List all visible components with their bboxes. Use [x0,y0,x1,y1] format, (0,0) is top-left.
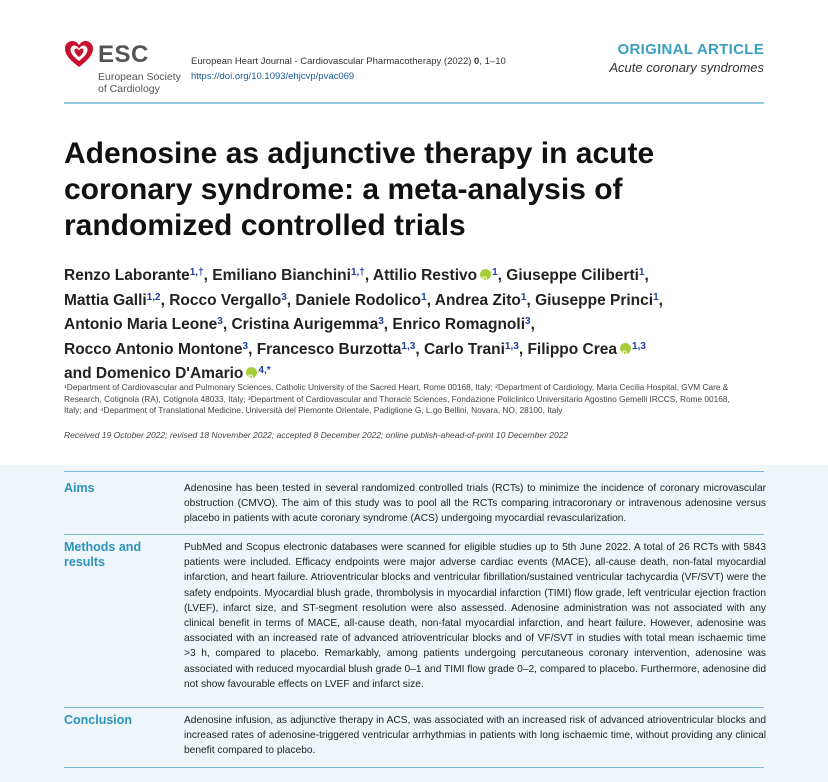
author-name[interactable]: Daniele Rodolico [295,291,422,309]
abstract-methods [64,540,764,705]
title-line: randomized controlled trials [64,209,466,242]
author-affiliation-marker: 3 [281,291,287,303]
methods-label [64,540,174,570]
abstract-divider [64,707,764,708]
author-name[interactable]: Carlo Trani [423,340,505,358]
logo-subtitle-line-1: European Society [98,71,181,83]
author-affiliation-marker: 3 [525,316,531,327]
aims-label: Aims [64,481,95,495]
header-divider [64,102,764,104]
logo-subtitle [98,71,181,95]
journal-name: European Heart Journal - Cardiovascular Pharmacotherapy (2022) [191,56,475,67]
author-affiliation-marker: 3 [378,316,384,327]
author-list [64,262,784,385]
author-line: Rocco Antonio Montone$^3$, Francesco Burzotta$^{1,3}$, Carlo Trani$^{1,3}$, Filippo CreaiD $^{1,3}$ [64,336,784,361]
author-name[interactable]: Renzo Laborante [64,267,190,284]
author-name[interactable]: Mattia Galli [64,291,147,309]
author-name[interactable]: Attilio Restivo [372,267,478,284]
author-name[interactable]: Domenico D'Amario [95,365,244,382]
methods-text: PubMed and Scopus electronic databases were scanned for eligible studies up to 5th June 2022. A total of 26 RCTs with 5843 patients were included. Efficacy endpoints were major adverse cardiac events (MACE), all-cause death, non-fatal myocardial infarction, and heart failure. Atrioventricular blocks and ventricular fibrillation/sustained ventricular tachycardia (VF/SVT) were the safety endpoints. Myocardial blush grade, thrombolysis in myocardial infarction (TIMI) flow grade, left ventricular ejection fraction (LVEF), infarct size, and ST-segment resolution were also assessed. Adenosine administration was not associated with any clinical benefit in terms of MACE, all-cause death, non-fatal myocardial infarction, and heart failure. However, adenosine was associated with an increased rate of advanced atrioventricular blocks and of VF/SVT in studies with total mean ischaemic time >3 h, compared to placebo. Remarkably, among patients undergoing percutaneous coronary intervention, adenosine was associated with reduced myocardial blush grade 0–1 and TIMI flow grade 0–2, compared to placebo. Furthermore, adenosine did not show favourable effects on LVEF and infarct size. [184,542,766,690]
methods-label-line-1: Methods and [64,540,142,554]
logo-subtitle-line-2: of Cardiology [98,83,160,95]
author-conjunction: and [64,365,92,382]
article-category: Acute coronary syndromes [609,60,764,75]
aims-text: Adenosine has been tested in several randomized controlled trials (RCTs) to minimize the incidence of coronary microvascular obstruction (CMVO). The aim of this study was to pool all the RCTs comparing intracoronary or intravenous adenosine versus placebo in patients with acute coronary syndrome (ACS) undergoing myocardial revascularization. [184,483,766,525]
received-dates: Received 19 October 2022; revised 18 November 2022; accepted 8 December 2022; online publish-ahead-of-print 10 December 2022 [64,430,569,440]
author-name[interactable]: Giuseppe Princi [535,291,654,309]
author-name[interactable]: Rocco Antonio Montone [64,340,243,358]
author-affiliation-marker: 4,* [258,365,271,376]
doi-link[interactable]: https://doi.org/10.1093/ehjcvp/pvac069 [191,71,355,82]
author-affiliation-marker: 1,2 [146,291,161,303]
title-line: coronary syndrome: a meta-analysis of [64,173,623,206]
author-affiliation-marker: 3 [242,340,249,352]
conclusion-label: Conclusion [64,713,133,727]
author-affiliation-marker: 1 [638,267,645,278]
abstract-divider [64,534,764,535]
author-name[interactable]: Filippo Crea [527,340,618,358]
conclusion-text: Adenosine infusion, as adjunctive therapy in ACS, was associated with an increased risk of advanced atrioventricular blocks and increased rates of adenosine-triggered ventricular arrhythmias in patients with long ischaemic time, without providing any clinical benefit compared to placebo. [184,715,766,757]
journal-citation [191,56,506,67]
author-name[interactable]: Cristina Aurigemma [231,316,379,333]
author-affiliation-marker: 1,3 [632,340,646,352]
abstract-bottom-divider [64,767,764,768]
article-title [64,136,764,244]
author-name[interactable]: Giuseppe Ciliberti [506,267,639,284]
abstract-top-divider [64,471,764,472]
author-affiliation-marker: 1,† [350,267,365,278]
affiliation-line: ¹Department of Cardiovascular and Pulmonary Sciences, Catholic University of the Sacred Heart, Rome 00168, Italy; ²Department of Cardiology, Maria Cecilia Hospital, GVM Care & [64,382,729,392]
affiliation-line: Research, Cotignola (RA), Cotignola 48033, Italy; ³Department of Cardiovascular and Thoracic Sciences, Fondazione Policlinico Universitario Agostino Gemelli IRCCS, Rome 00168, [64,393,730,404]
author-affiliation-marker: 1,† [189,267,204,278]
journal-pages: , 1–10 [479,56,506,67]
methods-label-line-2: results [64,555,105,569]
author-affiliation-marker: 1 [421,291,427,303]
affiliations [64,382,774,417]
author-name[interactable]: Rocco Vergallo [169,291,282,309]
author-name[interactable]: Antonio Maria Leone [64,316,218,333]
author-line: Antonio Maria Leone$^3$, Cristina Aurigemma$^3$, Enrico Romagnoli$^3$, [64,316,535,333]
author-name[interactable]: Emiliano Bianchini [212,267,351,284]
abstract-aims [64,481,764,531]
author-affiliation-marker: 3 [217,316,223,327]
author-affiliation-marker: 1 [653,291,659,303]
abstract-conclusion [64,713,764,763]
orcid-icon[interactable] [480,269,491,280]
orcid-icon[interactable] [246,367,257,378]
title-line: Adenosine as adjunctive therapy in acute [64,137,655,170]
author-line [64,360,784,385]
affiliation-line: Italy; and ⁴Department of Translational Medicine, Università del Piemonte Orientale, Padiglione G, L.go Bellini, Novara, NO, 28100, Italy [64,405,563,415]
heart-logo-icon [64,40,94,68]
orcid-icon[interactable] [620,343,631,354]
author-name[interactable]: Andrea Zito [434,291,521,309]
author-name[interactable]: Francesco Burzotta [256,340,402,358]
author-line: Mattia Galli$^{1,2}$, Rocco Vergallo$^3$, Daniele Rodolico$^1$, Andrea Zito$^1$, Giuseppe Princi$^1$, [64,291,663,309]
article-type: ORIGINAL ARTICLE [617,41,764,58]
author-affiliation-marker: 1 [520,291,527,303]
author-affiliation-marker: 1,3 [401,340,416,352]
author-line: Renzo Laborante$^{1,\dagger}$, Emiliano Bianchini$^{1,\dagger}$, Attilio RestivoiD $^1$, Giuseppe Ciliberti$^1$, [64,262,784,287]
logo-wordmark: ESC [98,41,149,68]
author-affiliation-marker: 1,3 [504,340,519,352]
author-affiliation-marker: 1 [492,267,498,278]
author-name[interactable]: Enrico Romagnoli [392,316,526,333]
journal-volume: 0 [474,56,480,67]
